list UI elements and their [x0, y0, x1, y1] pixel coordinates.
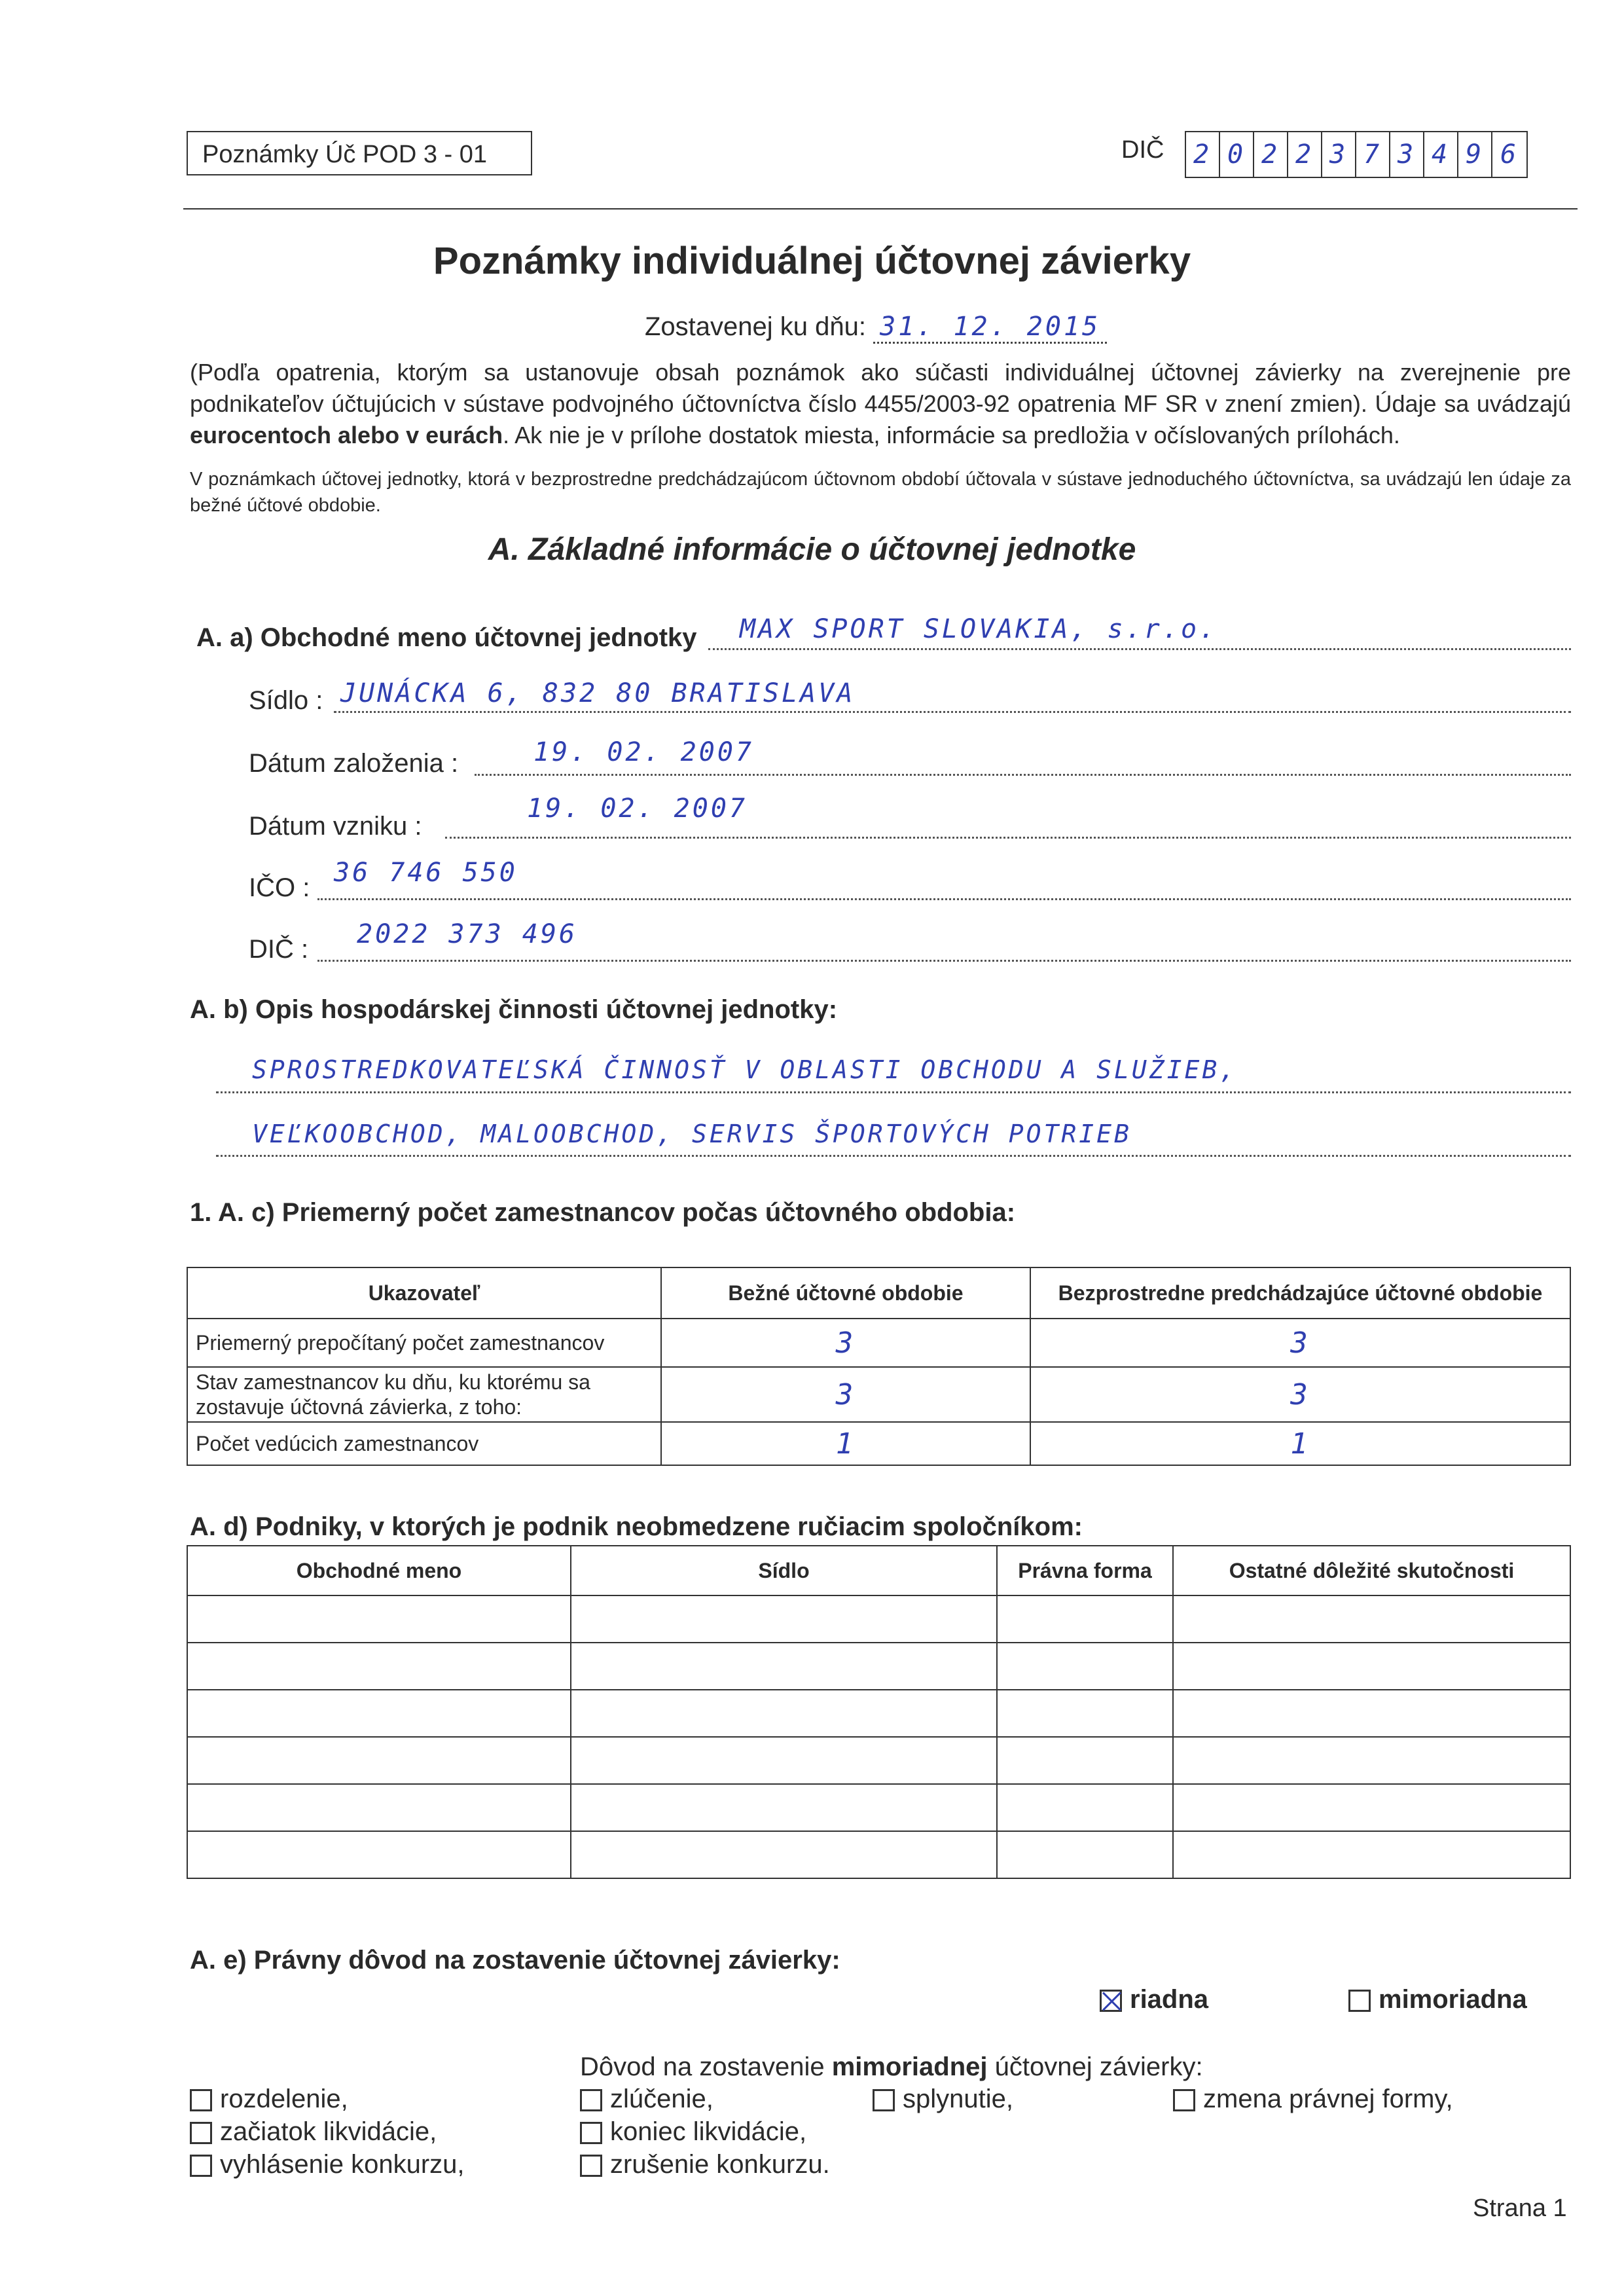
checkbox[interactable] — [190, 2089, 212, 2111]
opt-liquidation-end[interactable]: koniec likvidácie, — [580, 2117, 806, 2147]
checkbox[interactable] — [580, 2155, 602, 2177]
table-row — [187, 1422, 1570, 1465]
intro-note: V poznámkach účtovej jednotky, ktorá v bezprostredne predchádzajúcom účtovnom období účtovala v sústave jednoduchého účtovníctva, sa uvádzajú len údaje za bežné účtové obdobie. — [190, 469, 1571, 516]
dotted-line — [216, 1090, 1571, 1093]
opt-bankruptcy-cancel[interactable]: zrušenie konkurzu. — [580, 2150, 830, 2179]
checkbox[interactable] — [580, 2122, 602, 2144]
table-row — [187, 1690, 1570, 1737]
origin-value[interactable]: 19. 02. 2007 — [527, 793, 748, 824]
row-previous[interactable]: 3 — [1030, 1367, 1570, 1422]
table-row — [187, 1831, 1570, 1878]
dic-digit-box[interactable]: 2 — [1186, 132, 1220, 177]
dic-digit-box[interactable]: 9 — [1458, 132, 1492, 177]
partners-table — [187, 1545, 1571, 1879]
row-label: Počet vedúcich zamestnancov — [187, 1422, 661, 1465]
dotted-line — [708, 647, 1571, 650]
dic-digit-box[interactable]: 3 — [1322, 132, 1356, 177]
header-divider — [183, 208, 1578, 210]
compiled-date-row — [645, 312, 1107, 344]
employees-table — [187, 1267, 1571, 1466]
activity-line-1[interactable]: SPROSTREDKOVATEĽSKÁ ČINNOSŤ V OBLASTI OBCHODU A SLUŽIEB, — [252, 1055, 1238, 1084]
ico-label: IČO : — [249, 873, 310, 902]
partners-title: A. d) Podniky, v ktorých je podnik neobmedzene ručiacim spoločníkom: — [190, 1512, 1083, 1541]
intro-paragraph: (Podľa opatrenia, ktorým sa ustanovuje obsah poznámok ako súčasti individuálnej účtovnej závierky na zverejnenie pre podnikateľov účtujúcich v sústave podvojného účtovníctva číslo 4455/2003-92 opatrenia MF SR v znení zmien). Údaje sa uvádzajú eurocentoch alebo v eurách. Ak nie je v prílohe dostatok miesta, informácie sa predložia v očíslovaných prílohách. — [190, 359, 1571, 448]
ordinary-option[interactable]: riadna — [1100, 1985, 1208, 2014]
dotted-line — [216, 1154, 1571, 1157]
checkbox[interactable] — [873, 2089, 895, 2111]
ordinary-checkbox[interactable] — [1100, 1990, 1122, 2012]
origin-label: Dátum vzniku : — [249, 812, 422, 841]
employees-header: Bezprostredne predchádzajúce účtovné obdobie — [1030, 1267, 1570, 1319]
page-number: Strana 1 — [1473, 2195, 1567, 2222]
opt-liquidation-start[interactable]: začiatok likvidácie, — [190, 2117, 437, 2147]
compiled-date-label: Zostavenej ku dňu: — [645, 312, 866, 341]
table-row — [187, 1595, 1570, 1643]
table-row — [187, 1784, 1570, 1831]
opt-split[interactable]: rozdelenie, — [190, 2085, 348, 2114]
header-dic-boxes — [1185, 131, 1528, 178]
dic-digit-box[interactable]: 7 — [1356, 132, 1390, 177]
dotted-line — [475, 773, 1571, 776]
header-dic-label: DIČ — [1121, 136, 1164, 164]
dic-digit-box[interactable]: 6 — [1500, 139, 1519, 170]
partners-header: Obchodné meno — [187, 1546, 571, 1595]
company-name-label: A. a) Obchodné meno účtovnej jednotky — [196, 623, 697, 652]
table-row — [187, 1367, 1570, 1422]
activity-line-2[interactable]: VEĽKOOBCHOD, MALOOBCHOD, SERVIS ŠPORTOVÝCH POTRIEB — [252, 1120, 1132, 1148]
seat-value[interactable]: JUNÁCKA 6, 832 80 BRATISLAVA — [340, 678, 856, 708]
checkbox[interactable] — [1173, 2089, 1195, 2111]
table-row — [187, 1643, 1570, 1690]
employees-title: 1. A. c) Priemerný počet zamestnancov počas účtovného obdobia: — [190, 1198, 1016, 1227]
extraordinary-option[interactable]: mimoriadna — [1348, 1985, 1527, 2014]
partners-header: Ostatné dôležité skutočnosti — [1173, 1546, 1570, 1595]
dic-digit-box[interactable]: 2 — [1254, 132, 1288, 177]
row-label: Stav zamestnancov ku dňu, ku ktorému sa zostavuje účtovná závierka, z toho: — [187, 1367, 661, 1422]
ico-value[interactable]: 36 746 550 — [334, 858, 518, 888]
extraordinary-checkbox[interactable] — [1348, 1990, 1371, 2012]
reason-title: A. e) Právny dôvod na zostavenie účtovnej závierky: — [190, 1946, 840, 1975]
checkbox[interactable] — [190, 2155, 212, 2177]
founded-value[interactable]: 19. 02. 2007 — [533, 737, 754, 767]
employees-header: Ukazovateľ — [187, 1267, 661, 1319]
employees-header: Bežné účtovné obdobie — [661, 1267, 1030, 1319]
dic-digit-box[interactable]: 2 — [1288, 132, 1322, 177]
table-row — [187, 1737, 1570, 1784]
section-a-title: A. Základné informácie o účtovnej jednotke — [488, 532, 1136, 567]
dic-value[interactable]: 2022 373 496 — [357, 919, 577, 949]
seat-label: Sídlo : — [249, 686, 323, 715]
opt-legal-form-change[interactable]: zmena právnej formy, — [1173, 2085, 1453, 2114]
page-title: Poznámky individuálnej účtovnej závierky — [433, 240, 1191, 282]
extra-reason-title: Dôvod na zostavenie mimoriadnej účtovnej závierky: — [580, 2052, 1203, 2081]
row-previous[interactable]: 3 — [1030, 1319, 1570, 1367]
form-code: Poznámky Úč POD 3 - 01 — [202, 141, 488, 168]
dotted-line — [445, 835, 1571, 839]
opt-bankruptcy[interactable]: vyhlásenie konkurzu, — [190, 2150, 465, 2179]
row-current[interactable]: 1 — [661, 1422, 1030, 1465]
dic-label: DIČ : — [249, 935, 309, 964]
company-name-value[interactable]: MAX SPORT SLOVAKIA, s.r.o. — [740, 614, 1218, 644]
dic-digit-box[interactable]: 4 — [1424, 132, 1458, 177]
partners-header: Právna forma — [997, 1546, 1173, 1595]
activity-label: A. b) Opis hospodárskej činnosti účtovnej jednotky: — [190, 995, 838, 1024]
form-code-box — [187, 131, 532, 175]
dic-digit-box[interactable]: 0 — [1220, 132, 1254, 177]
compiled-date-value[interactable]: 31. 12. 2015 — [873, 312, 1107, 344]
row-current[interactable]: 3 — [661, 1319, 1030, 1367]
opt-amalgamation[interactable]: splynutie, — [873, 2085, 1013, 2114]
row-current[interactable]: 3 — [661, 1367, 1030, 1422]
dotted-line — [317, 958, 1571, 962]
row-label: Priemerný prepočítaný počet zamestnancov — [187, 1319, 661, 1367]
checkbox[interactable] — [190, 2122, 212, 2144]
checkbox[interactable] — [580, 2089, 602, 2111]
row-previous[interactable]: 1 — [1030, 1422, 1570, 1465]
partners-header: Sídlo — [571, 1546, 997, 1595]
founded-label: Dátum založenia : — [249, 749, 459, 778]
dotted-line — [317, 897, 1571, 900]
opt-merger[interactable]: zlúčenie, — [580, 2085, 713, 2114]
dic-digit-box[interactable]: 3 — [1390, 132, 1424, 177]
dotted-line — [334, 710, 1571, 713]
table-row — [187, 1319, 1570, 1367]
